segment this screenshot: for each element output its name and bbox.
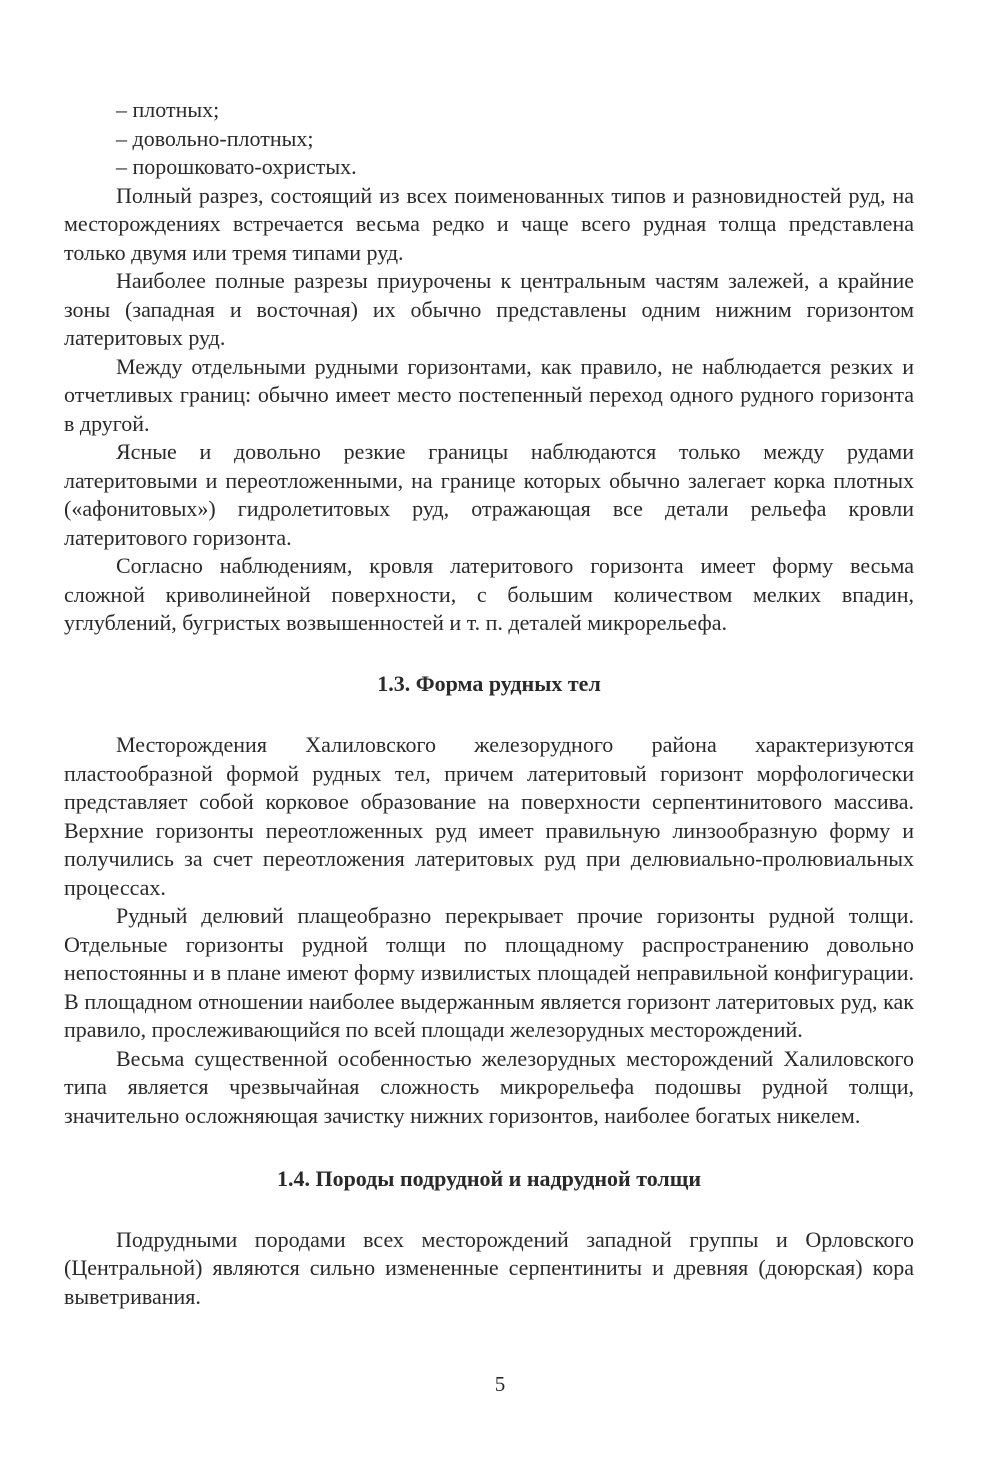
paragraph: Подрудными породами всех месторождений западной группы и Орловского (Центральной) являются сильно измененные серпентиниты и древняя (доюрская) кора выветривания. [64, 1226, 914, 1309]
paragraph: Наиболее полные разрезы приурочены к центральным частям залежей, а крайние зоны (западная и восточная) их обычно представлены одним нижним горизонтом латеритовых руд. [64, 268, 914, 350]
paragraph: Весьма существенной особенностью железорудных месторождений Халиловского типа является чрезвычайная сложность микрорельефа подошвы рудной толщи, значительно осложняющая зачистку нижних горизонтов, наиболее богатых никелем. [64, 1045, 914, 1128]
paragraph: Между отдельными рудными горизонтами, как правило, не наблюдается резких и отчетливых границ: обычно имеет место постепенный переход одного рудного горизонта в другой. [64, 353, 914, 436]
paragraph: Согласно наблюдениям, кровля латеритового горизонта имеет форму весьма сложной криволинейной поверхности, с большим количеством мелких впадин, углублений, бугристых возвышенностей и т. п. деталей микрорельефа. [64, 553, 914, 635]
paragraph: Рудный делювий плащеобразно перекрывает прочие горизонты рудной толщи. Отдельные горизонты рудной толщи по площадному распространению довольно непостоянны и в плане имеют форму извилистых площадей неправильной конфигурации. В площадном отношении наиболее выдержанным является горизонт латеритовых руд, как правило, прослеживающийся по всей площади железорудных месторождений. [64, 903, 914, 1042]
list-item: – довольно-плотных; [116, 125, 314, 151]
paragraph: Ясные и довольно резкие границы наблюдаются только между рудами латеритовыми и переотложенными, на границе которых обычно залегает корка плотных («афонитовых») гидролетитовых руд, отражающая все детали рельефа кровли латеритового горизонта. [64, 439, 914, 550]
section-heading-1-4: 1.4. Породы подрудной и надрудной толщи [276, 1166, 702, 1191]
list-item: – плотных; [116, 97, 220, 122]
paragraph: Месторождения Халиловского железорудного района характеризуются пластообразной формой рудных тел, причем латеритовый горизонт морфологически представляет собой корковое образование на поверхности серпентинитового массива. Верхние горизонты переотложенных руд имеет правильную линзообразную форму и получились за счет переотложения латеритовых руд при делювиально-пролювиальных процессах. [64, 732, 914, 900]
list-item: – порошковато-охристых. [116, 154, 357, 179]
page-number: 5 [494, 1372, 506, 1396]
section-heading-1-3: 1.3. Форма рудных тел [377, 670, 601, 696]
page-content [64, 96, 914, 1311]
paragraph: Полный разрез, состоящий из всех поименованных типов и разновидностей руд, на месторождениях встречается весьма редко и чаще всего рудная толща представлена только двумя или тремя типами руд. [64, 182, 914, 265]
